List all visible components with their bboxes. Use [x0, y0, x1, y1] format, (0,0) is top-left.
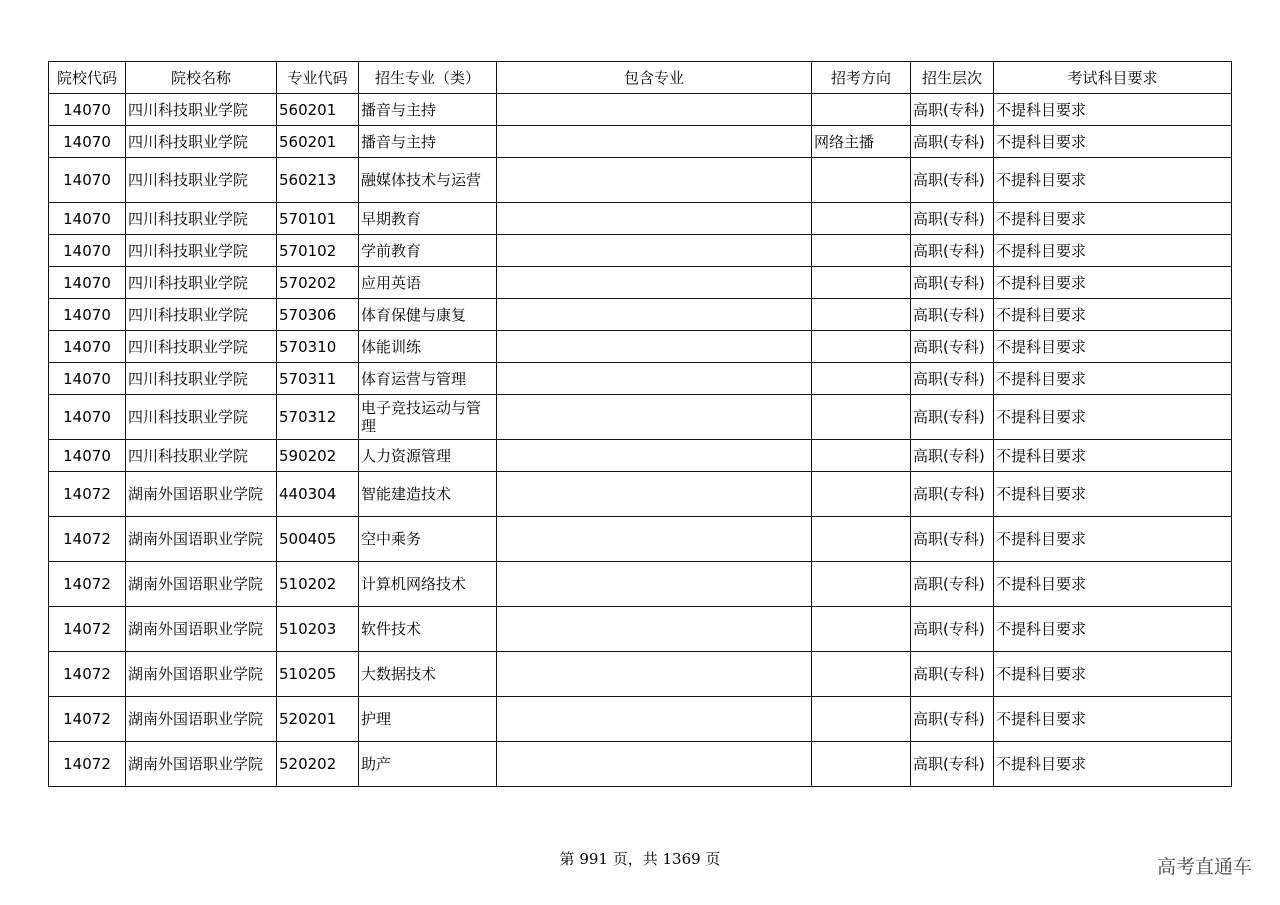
cell-major: 体育保健与康复	[359, 299, 497, 331]
cell-school-name: 湖南外国语职业学院	[126, 607, 277, 652]
cell-direction	[812, 331, 911, 363]
table-row	[49, 440, 1232, 472]
cell-level: 高职(专科)	[911, 607, 994, 652]
cell-level: 高职(专科)	[911, 562, 994, 607]
cell-direction	[812, 517, 911, 562]
cell-school-name: 湖南外国语职业学院	[126, 697, 277, 742]
cell-major: 电子竞技运动与管理	[359, 395, 497, 440]
cell-major-code: 560201	[277, 94, 359, 126]
cell-school-name: 四川科技职业学院	[126, 440, 277, 472]
cell-major: 体能训练	[359, 331, 497, 363]
cell-requirement: 不提科目要求	[994, 517, 1232, 562]
cell-included-majors	[497, 472, 812, 517]
cell-school-name: 四川科技职业学院	[126, 126, 277, 158]
cell-school-code: 14070	[49, 158, 126, 203]
cell-school-name: 四川科技职业学院	[126, 331, 277, 363]
cell-included-majors	[497, 158, 812, 203]
table-row	[49, 158, 1232, 203]
cell-included-majors	[497, 267, 812, 299]
table-row	[49, 607, 1232, 652]
cell-school-code: 14070	[49, 203, 126, 235]
cell-requirement: 不提科目要求	[994, 94, 1232, 126]
cell-requirement: 不提科目要求	[994, 395, 1232, 440]
table-row	[49, 517, 1232, 562]
cell-direction	[812, 299, 911, 331]
cell-major: 应用英语	[359, 267, 497, 299]
cell-school-name: 湖南外国语职业学院	[126, 562, 277, 607]
cell-level: 高职(专科)	[911, 363, 994, 395]
cell-major: 大数据技术	[359, 652, 497, 697]
cell-requirement: 不提科目要求	[994, 440, 1232, 472]
cell-included-majors	[497, 331, 812, 363]
cell-direction	[812, 472, 911, 517]
header-level: 招生层次	[911, 62, 994, 94]
cell-level: 高职(专科)	[911, 652, 994, 697]
cell-major-code: 570202	[277, 267, 359, 299]
cell-included-majors	[497, 235, 812, 267]
table-row	[49, 395, 1232, 440]
cell-school-name: 四川科技职业学院	[126, 235, 277, 267]
cell-level: 高职(专科)	[911, 126, 994, 158]
cell-level: 高职(专科)	[911, 267, 994, 299]
cell-school-code: 14072	[49, 697, 126, 742]
cell-school-code: 14072	[49, 652, 126, 697]
header-direction: 招考方向	[812, 62, 911, 94]
cell-school-code: 14072	[49, 607, 126, 652]
cell-major-code: 570311	[277, 363, 359, 395]
cell-major-code: 570306	[277, 299, 359, 331]
cell-school-code: 14070	[49, 94, 126, 126]
cell-requirement: 不提科目要求	[994, 742, 1232, 787]
cell-included-majors	[497, 517, 812, 562]
cell-requirement: 不提科目要求	[994, 126, 1232, 158]
table-body	[49, 94, 1232, 787]
cell-included-majors	[497, 363, 812, 395]
cell-school-code: 14070	[49, 235, 126, 267]
header-requirement: 考试科目要求	[994, 62, 1232, 94]
cell-school-name: 四川科技职业学院	[126, 267, 277, 299]
cell-school-name: 湖南外国语职业学院	[126, 652, 277, 697]
cell-requirement: 不提科目要求	[994, 562, 1232, 607]
cell-major-code: 510203	[277, 607, 359, 652]
table-row	[49, 235, 1232, 267]
cell-direction	[812, 440, 911, 472]
cell-direction	[812, 158, 911, 203]
table-header-row	[49, 62, 1232, 94]
cell-school-name: 湖南外国语职业学院	[126, 517, 277, 562]
cell-level: 高职(专科)	[911, 742, 994, 787]
cell-major: 空中乘务	[359, 517, 497, 562]
cell-school-code: 14072	[49, 562, 126, 607]
cell-major-code: 560201	[277, 126, 359, 158]
cell-requirement: 不提科目要求	[994, 331, 1232, 363]
cell-requirement: 不提科目要求	[994, 267, 1232, 299]
cell-level: 高职(专科)	[911, 331, 994, 363]
cell-major: 早期教育	[359, 203, 497, 235]
cell-major-code: 520201	[277, 697, 359, 742]
cell-major-code: 570101	[277, 203, 359, 235]
cell-major-code: 570102	[277, 235, 359, 267]
cell-included-majors	[497, 607, 812, 652]
table-row	[49, 652, 1232, 697]
cell-level: 高职(专科)	[911, 395, 994, 440]
cell-school-name: 四川科技职业学院	[126, 299, 277, 331]
header-school-name: 院校名称	[126, 62, 277, 94]
header-school-code: 院校代码	[49, 62, 126, 94]
cell-direction	[812, 562, 911, 607]
cell-school-code: 14070	[49, 126, 126, 158]
cell-included-majors	[497, 126, 812, 158]
page-number: 第 991 页，共 1369 页	[559, 850, 721, 868]
table-row	[49, 299, 1232, 331]
cell-major: 软件技术	[359, 607, 497, 652]
watermark-text: 高考直通车	[1156, 856, 1252, 878]
cell-major-code: 510205	[277, 652, 359, 697]
cell-school-name: 湖南外国语职业学院	[126, 742, 277, 787]
cell-major-code: 560213	[277, 158, 359, 203]
cell-level: 高职(专科)	[911, 697, 994, 742]
cell-direction	[812, 395, 911, 440]
table-row	[49, 267, 1232, 299]
cell-school-code: 14072	[49, 742, 126, 787]
header-major-code: 专业代码	[277, 62, 359, 94]
table-row	[49, 331, 1232, 363]
cell-school-name: 四川科技职业学院	[126, 94, 277, 126]
cell-major: 学前教育	[359, 235, 497, 267]
cell-school-code: 14070	[49, 395, 126, 440]
cell-direction	[812, 267, 911, 299]
cell-level: 高职(专科)	[911, 235, 994, 267]
cell-requirement: 不提科目要求	[994, 652, 1232, 697]
cell-school-code: 14072	[49, 517, 126, 562]
cell-direction	[812, 742, 911, 787]
cell-major: 播音与主持	[359, 94, 497, 126]
cell-school-code: 14070	[49, 331, 126, 363]
cell-level: 高职(专科)	[911, 94, 994, 126]
cell-major-code: 570310	[277, 331, 359, 363]
cell-major: 播音与主持	[359, 126, 497, 158]
cell-requirement: 不提科目要求	[994, 697, 1232, 742]
cell-included-majors	[497, 203, 812, 235]
header-included-majors: 包含专业	[497, 62, 812, 94]
cell-level: 高职(专科)	[911, 517, 994, 562]
table-row	[49, 94, 1232, 126]
cell-included-majors	[497, 742, 812, 787]
cell-school-code: 14070	[49, 299, 126, 331]
cell-included-majors	[497, 94, 812, 126]
cell-direction: 网络主播	[812, 126, 911, 158]
cell-direction	[812, 235, 911, 267]
cell-requirement: 不提科目要求	[994, 607, 1232, 652]
cell-included-majors	[497, 652, 812, 697]
table-row	[49, 697, 1232, 742]
cell-included-majors	[497, 395, 812, 440]
cell-direction	[812, 607, 911, 652]
cell-included-majors	[497, 562, 812, 607]
cell-major: 人力资源管理	[359, 440, 497, 472]
cell-direction	[812, 203, 911, 235]
cell-major: 智能建造技术	[359, 472, 497, 517]
header-major: 招生专业（类）	[359, 62, 497, 94]
cell-level: 高职(专科)	[911, 203, 994, 235]
cell-major-code: 500405	[277, 517, 359, 562]
cell-major: 融媒体技术与运营	[359, 158, 497, 203]
cell-requirement: 不提科目要求	[994, 472, 1232, 517]
table-row	[49, 742, 1232, 787]
table-row	[49, 126, 1232, 158]
cell-major-code: 590202	[277, 440, 359, 472]
cell-major-code: 520202	[277, 742, 359, 787]
cell-school-name: 四川科技职业学院	[126, 363, 277, 395]
cell-included-majors	[497, 299, 812, 331]
cell-included-majors	[497, 697, 812, 742]
cell-requirement: 不提科目要求	[994, 299, 1232, 331]
cell-direction	[812, 94, 911, 126]
cell-included-majors	[497, 440, 812, 472]
cell-major: 护理	[359, 697, 497, 742]
cell-direction	[812, 363, 911, 395]
cell-major-code: 440304	[277, 472, 359, 517]
cell-school-name: 四川科技职业学院	[126, 395, 277, 440]
cell-school-code: 14072	[49, 472, 126, 517]
cell-level: 高职(专科)	[911, 472, 994, 517]
cell-direction	[812, 697, 911, 742]
cell-school-name: 湖南外国语职业学院	[126, 472, 277, 517]
cell-major: 助产	[359, 742, 497, 787]
table-row	[49, 562, 1232, 607]
cell-school-name: 四川科技职业学院	[126, 203, 277, 235]
cell-major: 计算机网络技术	[359, 562, 497, 607]
table-row	[49, 363, 1232, 395]
cell-direction	[812, 652, 911, 697]
cell-major-code: 570312	[277, 395, 359, 440]
cell-level: 高职(专科)	[911, 299, 994, 331]
cell-school-code: 14070	[49, 267, 126, 299]
cell-school-code: 14070	[49, 440, 126, 472]
cell-requirement: 不提科目要求	[994, 363, 1232, 395]
cell-level: 高职(专科)	[911, 158, 994, 203]
cell-requirement: 不提科目要求	[994, 158, 1232, 203]
table-row	[49, 472, 1232, 517]
cell-requirement: 不提科目要求	[994, 235, 1232, 267]
table-row	[49, 203, 1232, 235]
cell-level: 高职(专科)	[911, 440, 994, 472]
cell-school-name: 四川科技职业学院	[126, 158, 277, 203]
cell-school-code: 14070	[49, 363, 126, 395]
cell-major: 体育运营与管理	[359, 363, 497, 395]
cell-requirement: 不提科目要求	[994, 203, 1232, 235]
cell-major-code: 510202	[277, 562, 359, 607]
enrollment-table	[48, 61, 1232, 787]
